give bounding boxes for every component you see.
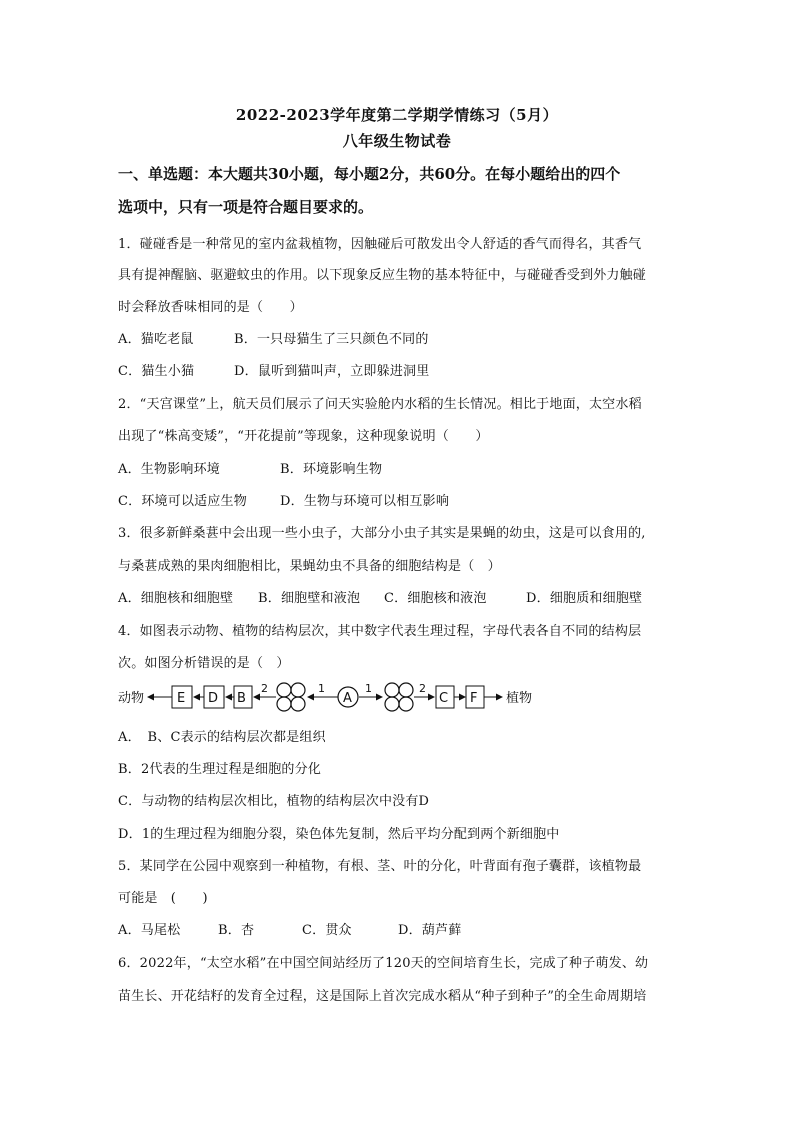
q4-option-b: B．2代表的生理过程是细胞的分化 [118,762,322,777]
box-f-label: F [470,691,478,706]
q1-option-b: B．一只母猫生了三只颜色不同的 [234,332,429,347]
arrow-label-2-left: 2 [261,682,268,695]
four-cell-cluster-right [385,683,413,711]
q2-options-row2 [118,490,688,509]
section-heading: 一、单选题：本大题共30小题，每小题2分，共60分。在每小题给出的四个 [118,165,621,183]
q1-stem-line2: 具有提神醒脑、驱避蚊虫的作用。以下现象反应生物的基本特征中，与碰碰香受到外力触碰 [118,268,647,283]
q2-option-a: A．生物影响环境 [118,462,220,477]
q1-options-row2 [118,360,688,379]
q4-stem-line2: 次。如图分析错误的是（ ） [118,656,290,671]
q3-options-row [118,587,688,606]
diagram-animal-label: 动物 [118,691,145,706]
box-c-label: C [439,691,449,706]
q2-option-c: C．环境可以适应生物 [118,494,247,509]
q4-option-a: A． B、C表示的结构层次都是组织 [118,730,326,745]
q6-stem-line1: 6．2022年，“太空水稻”在中国空间站经历了120天的空间培育生长，完成了种子萌发、幼 [118,956,649,971]
q3-option-a: A．细胞核和细胞壁 [118,591,234,606]
exam-subtitle: 八年级生物试卷 [342,132,452,150]
q5-options-row [118,919,688,938]
box-b-label: B [237,691,246,706]
q1-stem-line3: 时会释放香味相同的是（ ） [118,300,303,315]
section-heading-cont: 选项中，只有一项是符合题目要求的。 [118,198,374,216]
q1-stem-line1: 1．碰碰香是一种常见的室内盆栽植物，因触碰后可散发出令人舒适的香气而得名，其香气 [118,237,642,252]
q5-option-d: D．葫芦藓 [398,923,462,938]
q2-stem-line1: 2．“天宫课堂”上，航天员们展示了问天实验舱内水稻的生长情况。相比于地面，太空水稻 [118,397,642,412]
box-d-label: D [208,691,219,706]
structure-level-diagram [116,678,576,718]
q4-stem-line1: 4．如图表示动物、植物的结构层次，其中数字代表生理过程，字母代表各自不同的结构层 [118,624,642,639]
cell-a-label: A [343,691,352,706]
q3-stem-line1: 3．很多新鲜桑葚中会出现一些小虫子，大部分小虫子其实是果蝇的幼虫，这是可以食用的, [118,526,646,541]
q5-stem-line2: 可能是 ( ) [118,891,208,906]
q4-option-d: D．1的生理过程为细胞分裂，染色体先复制，然后平均分配到两个新细胞中 [118,827,560,842]
q6-stem-line2: 苗生长、开花结籽的发育全过程，这是国际上首次完成水稻从“种子到种子”的全生命周期培 [118,989,647,1004]
q5-stem-line1: 5．某同学在公园中观察到一种植物，有根、茎、叶的分化，叶背面有孢子囊群，该植物最 [118,859,642,874]
q5-option-c: C．贯众 [302,923,352,938]
diagram-plant-label: 植物 [506,691,533,706]
q3-option-c: C．细胞核和液泡 [384,591,487,606]
four-cell-cluster-left [277,683,305,711]
q5-option-a: A．马尾松 [118,923,181,938]
q1-option-d: D．鼠听到猫叫声，立即躲进洞里 [234,364,430,379]
arrow-label-1-left: 1 [318,682,325,695]
q1-option-c: C．猫生小猫 [118,364,195,379]
q2-option-d: D．生物与环境可以相互影响 [280,494,450,509]
box-e-label: E [177,691,186,706]
q5-option-b: B．杏 [218,923,255,938]
q3-option-b: B．细胞壁和液泡 [258,591,361,606]
exam-title: 2022-2023学年度第二学期学情练习（5月） [235,106,559,124]
q1-options-row1 [118,328,688,347]
q2-option-b: B．环境影响生物 [280,462,383,477]
arrow-label-1-right: 1 [365,682,372,695]
q2-stem-line2: 出现了“株高变矮”，“开花提前”等现象，这种现象说明（ ） [118,429,489,444]
q2-options-row1 [118,458,688,477]
arrow-label-2-right: 2 [419,682,426,695]
q3-option-d: D．细胞质和细胞壁 [526,591,643,606]
q1-option-a: A．猫吃老鼠 [118,332,194,347]
q3-stem-line2: 与桑葚成熟的果肉细胞相比，果蝇幼虫不具备的细胞结构是（ ） [118,559,501,574]
q4-option-c: C．与动物的结构层次相比，植物的结构层次中没有D [118,794,430,809]
